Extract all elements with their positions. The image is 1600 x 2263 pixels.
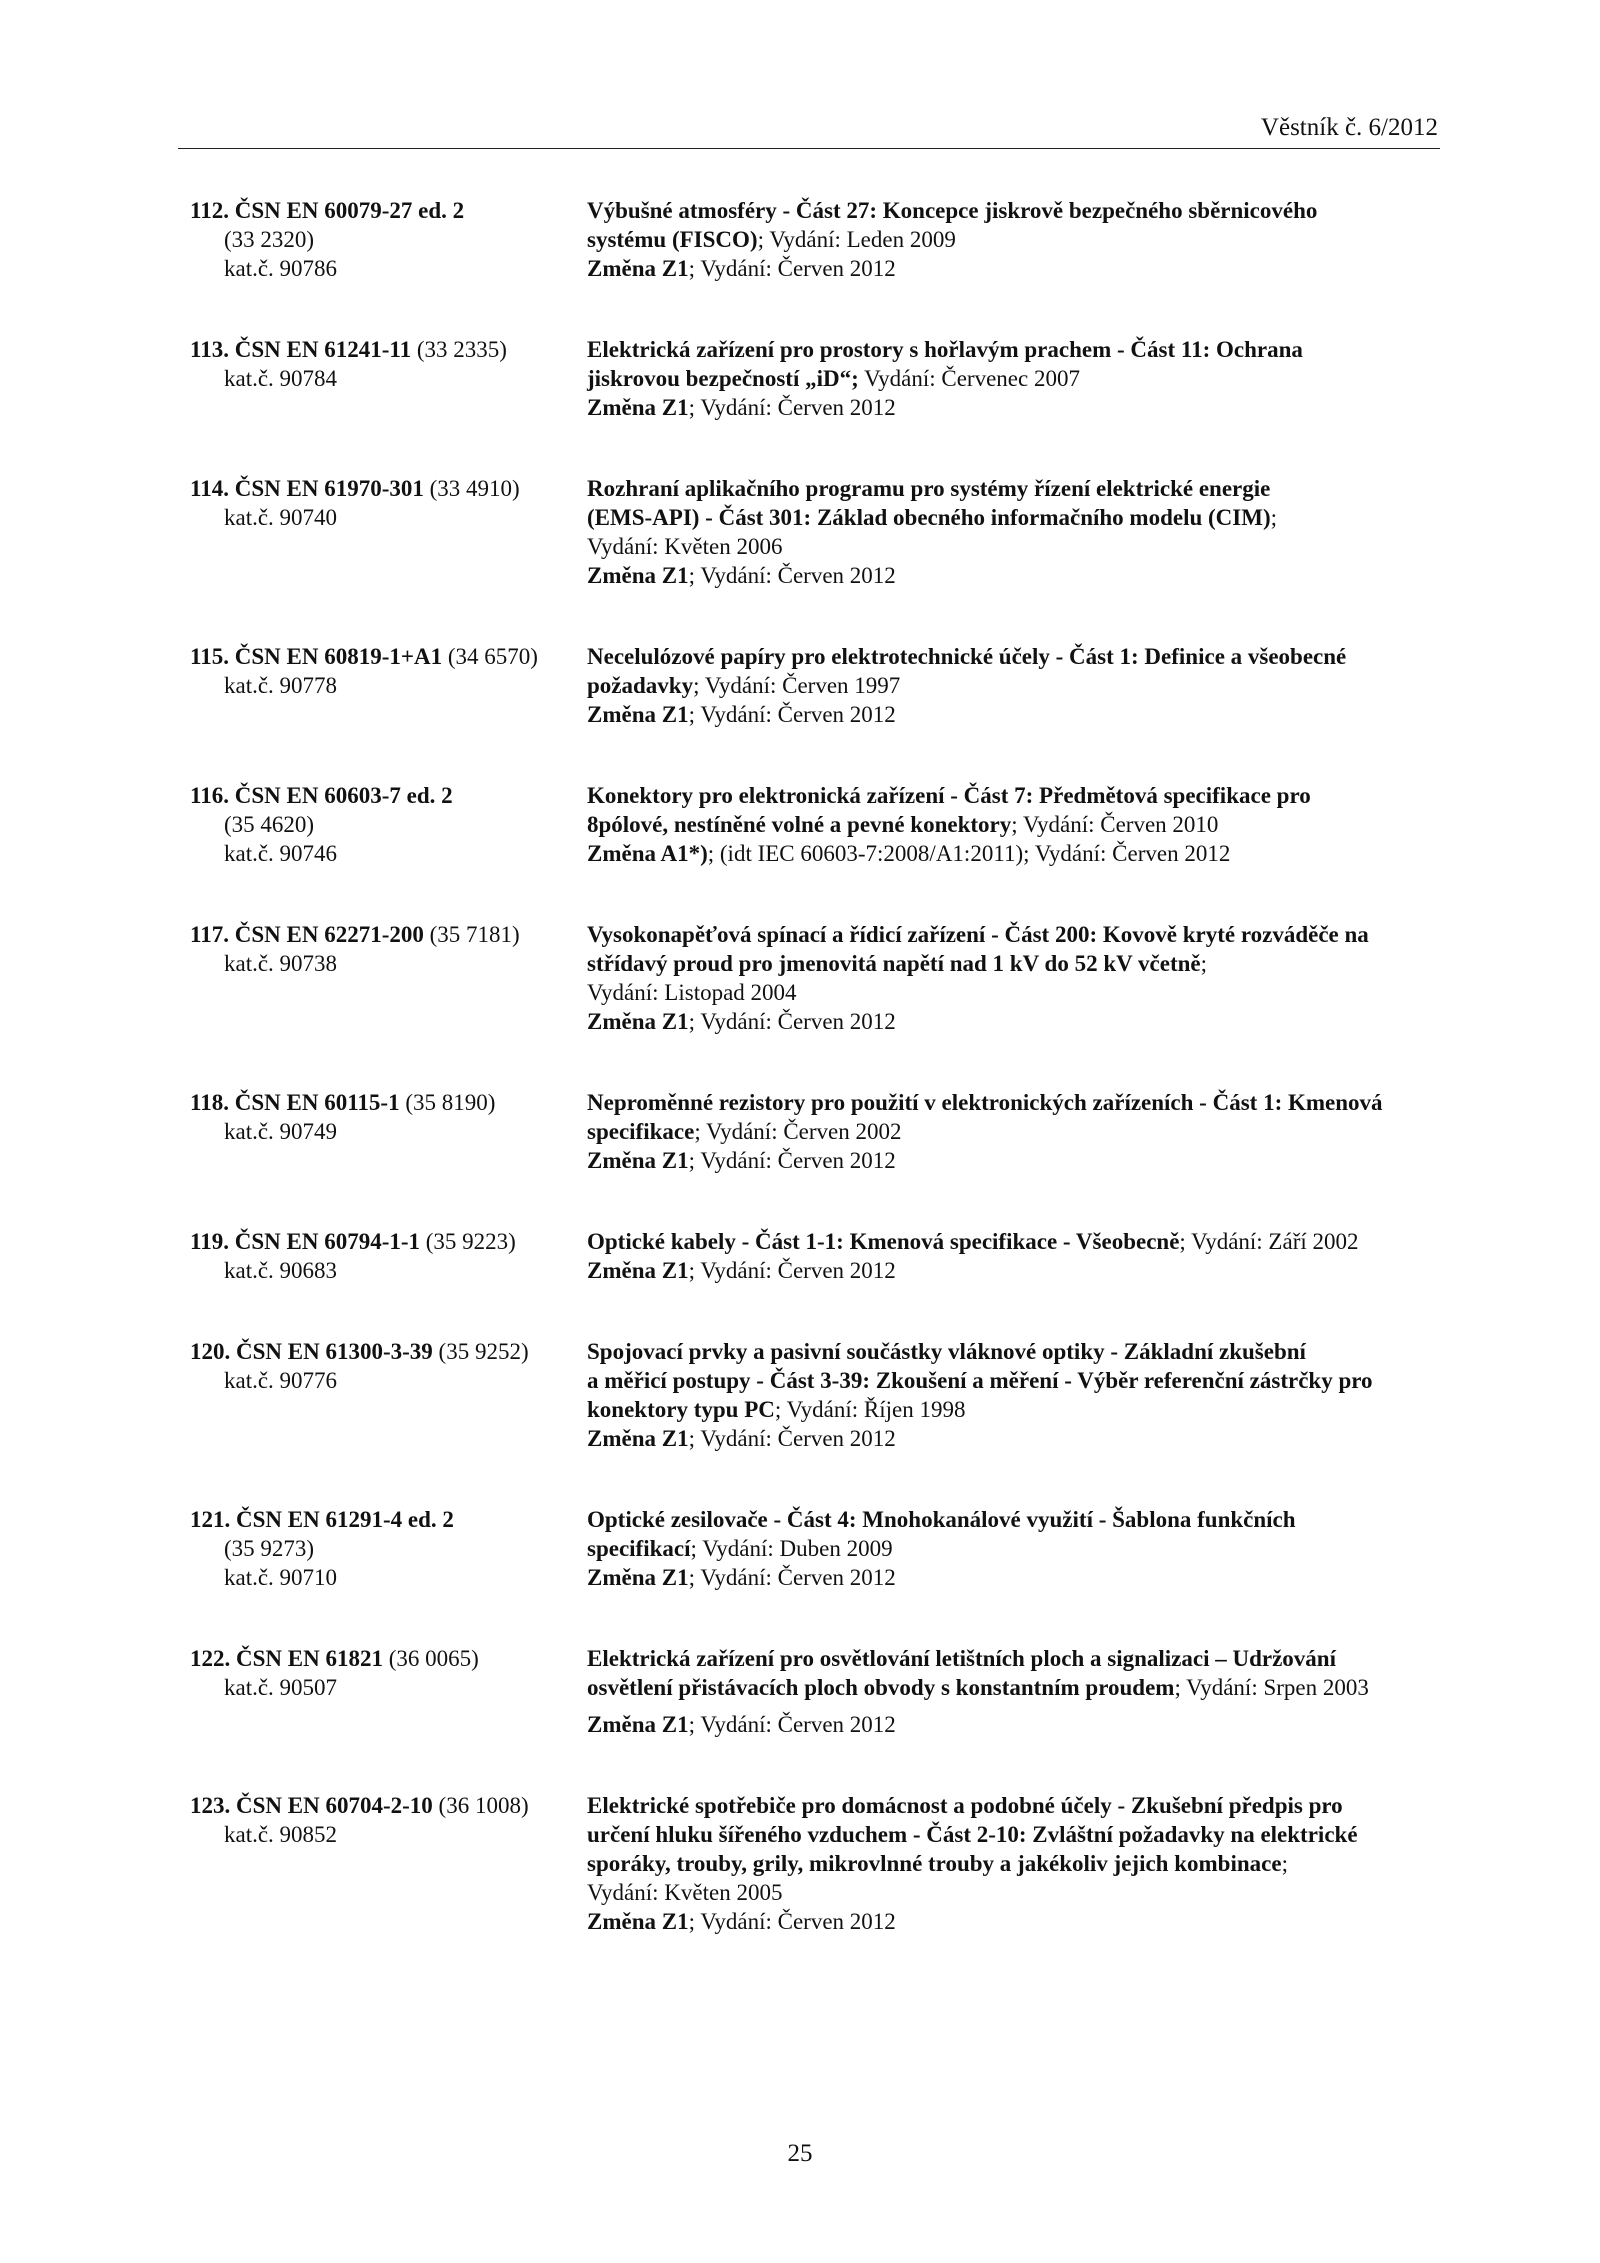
standard-entry bbox=[190, 920, 1440, 1036]
catalog-number: kat.č. 90683 bbox=[224, 1258, 338, 1283]
standard-code: ČSN EN 61821 bbox=[236, 1646, 383, 1671]
standard-description bbox=[587, 1088, 1440, 1175]
standard-entry bbox=[190, 1227, 1440, 1285]
description-line bbox=[587, 561, 1440, 590]
entry-number: 119. bbox=[190, 1229, 229, 1254]
bold-text: Neproměnné rezistory pro použití v elektronických zařízeních - Část 1: Kmenová bbox=[587, 1090, 1383, 1115]
description-line bbox=[587, 1849, 1440, 1878]
catalog-number: kat.č. 90746 bbox=[224, 841, 338, 866]
plain-text: ; (idt IEC 60603-7:2008/A1:2011); Vydání: Červen 2012 bbox=[707, 841, 1231, 866]
bold-text: požadavky bbox=[587, 673, 694, 698]
bold-text: Změna Z1 bbox=[587, 256, 689, 281]
standard-identifier bbox=[190, 1791, 587, 1936]
bold-text: Změna A1*) bbox=[587, 841, 708, 866]
description-line bbox=[587, 1505, 1440, 1534]
bold-text: Změna Z1 bbox=[587, 1009, 689, 1034]
plain-text: Vydání: Listopad 2004 bbox=[587, 980, 797, 1005]
standard-entry bbox=[190, 1505, 1440, 1592]
plain-text: ; Vydání: Září 2002 bbox=[1179, 1229, 1359, 1254]
description-line bbox=[587, 1117, 1440, 1146]
standard-code: ČSN EN 60794-1-1 bbox=[234, 1229, 421, 1254]
plain-text: ; bbox=[1270, 505, 1277, 530]
entry-number: 113. bbox=[190, 337, 229, 362]
standard-identifier bbox=[190, 196, 587, 283]
entry-number: 115. bbox=[190, 644, 229, 669]
standard-code: ČSN EN 61300-3-39 bbox=[236, 1339, 433, 1364]
bold-text: Konektory pro elektronická zařízení - Část 7: Předmětová specifikace pro bbox=[587, 783, 1311, 808]
description-line bbox=[587, 474, 1440, 503]
plain-text: ; Vydání: Leden 2009 bbox=[757, 227, 956, 252]
description-line bbox=[587, 1820, 1440, 1849]
header-title: Věstník č. 6/2012 bbox=[1260, 114, 1438, 141]
description-line bbox=[587, 1563, 1440, 1592]
description-line bbox=[587, 949, 1440, 978]
description-line bbox=[587, 393, 1440, 422]
description-line bbox=[587, 1007, 1440, 1036]
standard-identifier bbox=[190, 1337, 587, 1453]
plain-text: ; Vydání: Červen 2012 bbox=[688, 1712, 896, 1737]
bold-text: střídavý proud pro jmenovitá napětí nad 1 kV do 52 kV včetně bbox=[587, 951, 1201, 976]
standard-description bbox=[587, 642, 1440, 729]
page-header bbox=[178, 112, 1440, 149]
standard-entry bbox=[190, 1088, 1440, 1175]
classification-number: (35 8190) bbox=[399, 1090, 496, 1115]
bold-text: konektory typu PC bbox=[587, 1397, 775, 1422]
standard-code: ČSN EN 60115-1 bbox=[234, 1090, 400, 1115]
bold-text: Elektrická zařízení pro osvětlování letištních ploch a signalizaci – Udržování bbox=[587, 1646, 1336, 1671]
plain-text: ; Vydání: Červen 2012 bbox=[688, 563, 896, 588]
plain-text: ; Vydání: Duben 2009 bbox=[690, 1536, 893, 1561]
catalog-number: kat.č. 90776 bbox=[224, 1368, 338, 1393]
entry-number: 123. bbox=[190, 1793, 231, 1818]
standard-description bbox=[587, 1505, 1440, 1592]
description-line bbox=[587, 671, 1440, 700]
classification-number: (36 1008) bbox=[432, 1793, 529, 1818]
plain-text: ; Vydání: Červen 2012 bbox=[688, 1565, 896, 1590]
bold-text: (EMS-API) - Část 301: Základ obecného informačního modelu (CIM) bbox=[587, 505, 1271, 530]
description-line bbox=[587, 1256, 1440, 1285]
bold-text: systému (FISCO) bbox=[587, 227, 758, 252]
bold-text: Necelulózové papíry pro elektrotechnické účely - Část 1: Definice a všeobecné bbox=[587, 644, 1347, 669]
standard-description bbox=[587, 1337, 1440, 1453]
standard-code: ČSN EN 60603-7 ed. 2 bbox=[234, 783, 453, 808]
standard-entry bbox=[190, 642, 1440, 729]
plain-text: ; bbox=[1200, 951, 1208, 976]
entry-number: 118. bbox=[190, 1090, 229, 1115]
description-line bbox=[587, 532, 1440, 561]
plain-text: ; Vydání: Červen 2010 bbox=[1011, 812, 1219, 837]
description-line bbox=[587, 364, 1440, 393]
entry-number: 116. bbox=[190, 783, 229, 808]
standards-list bbox=[190, 196, 1440, 1988]
standard-identifier bbox=[190, 1505, 587, 1592]
standard-code: ČSN EN 60819-1+A1 bbox=[234, 644, 443, 669]
plain-text: ; Vydání: Červen 2012 bbox=[688, 1426, 896, 1451]
description-line bbox=[587, 1673, 1440, 1702]
plain-text: ; Vydání: Červen 2012 bbox=[688, 1148, 896, 1173]
description-line bbox=[587, 642, 1440, 671]
standard-entry bbox=[190, 781, 1440, 868]
bold-text: Změna Z1 bbox=[587, 1148, 689, 1173]
bold-text: Změna Z1 bbox=[587, 1258, 689, 1283]
description-line bbox=[587, 781, 1440, 810]
entry-number: 121. bbox=[190, 1507, 231, 1532]
plain-text: ; Vydání: Červen 1997 bbox=[693, 673, 901, 698]
bold-text: Optické kabely - Část 1-1: Kmenová specifikace - Všeobecně bbox=[587, 1229, 1180, 1254]
plain-text: ; Vydání: Srpen 2003 bbox=[1174, 1675, 1369, 1700]
plain-text: ; Vydání: Červen 2002 bbox=[694, 1119, 902, 1144]
standard-identifier bbox=[190, 335, 587, 422]
bold-text: specifikací bbox=[587, 1536, 691, 1561]
bold-text: a měřicí postupy - Část 3-39: Zkoušení a měření - Výběr referenční zástrčky pro bbox=[587, 1368, 1373, 1393]
standard-entry bbox=[190, 335, 1440, 422]
description-line bbox=[587, 839, 1440, 868]
entry-number: 122. bbox=[190, 1646, 231, 1671]
bold-text: Vysokonapěťová spínací a řídicí zařízení - Část 200: Kovově kryté rozváděče na bbox=[587, 922, 1369, 947]
plain-text: ; Vydání: Červen 2012 bbox=[688, 256, 896, 281]
bold-text: Změna Z1 bbox=[587, 1426, 689, 1451]
entry-number: 117. bbox=[190, 922, 229, 947]
description-line bbox=[587, 810, 1440, 839]
description-line bbox=[587, 1424, 1440, 1453]
standard-description bbox=[587, 1227, 1440, 1285]
classification-number: (33 2335) bbox=[411, 337, 507, 362]
standard-description bbox=[587, 335, 1440, 422]
description-line bbox=[587, 1644, 1440, 1673]
bold-text: 8pólové, nestíněné volné a pevné konektory bbox=[587, 812, 1012, 837]
description-line bbox=[587, 503, 1440, 532]
bold-text: Výbušné atmosféry - Část 27: Koncepce jiskrově bezpečného sběrnicového bbox=[587, 198, 1318, 223]
bold-text: specifikace bbox=[587, 1119, 695, 1144]
standard-identifier bbox=[190, 1227, 587, 1285]
catalog-number: kat.č. 90710 bbox=[224, 1565, 338, 1590]
description-line bbox=[587, 920, 1440, 949]
standard-description bbox=[587, 920, 1440, 1036]
standard-identifier bbox=[190, 474, 587, 590]
bold-text: Spojovací prvky a pasivní součástky vláknové optiky - Základní zkušební bbox=[587, 1339, 1306, 1364]
standard-identifier bbox=[190, 920, 587, 1036]
classification-number: (34 6570) bbox=[442, 644, 538, 669]
bold-text: Změna Z1 bbox=[587, 1909, 689, 1934]
standard-identifier bbox=[190, 642, 587, 729]
description-line bbox=[587, 978, 1440, 1007]
standard-code: ČSN EN 62271-200 bbox=[234, 922, 424, 947]
standard-description bbox=[587, 781, 1440, 868]
plain-text: Vydání: Červenec 2007 bbox=[858, 366, 1080, 391]
plain-text: ; Vydání: Říjen 1998 bbox=[774, 1397, 966, 1422]
standard-code: ČSN EN 60704-2-10 bbox=[236, 1793, 433, 1818]
bold-text: Změna Z1 bbox=[587, 1712, 689, 1737]
description-line bbox=[587, 1878, 1440, 1907]
plain-text: ; Vydání: Červen 2012 bbox=[688, 1258, 896, 1283]
bold-text: Rozhraní aplikačního programu pro systémy řízení elektrické energie bbox=[587, 476, 1271, 501]
standard-identifier bbox=[190, 1644, 587, 1739]
description-line bbox=[587, 1366, 1440, 1395]
description-line bbox=[587, 1337, 1440, 1366]
classification-number: (35 4620) bbox=[224, 812, 315, 837]
classification-number: (36 0065) bbox=[382, 1646, 479, 1671]
standard-identifier bbox=[190, 1088, 587, 1175]
standard-description bbox=[587, 1791, 1440, 1936]
description-line bbox=[587, 1534, 1440, 1563]
description-line bbox=[587, 254, 1440, 283]
bold-text: Změna Z1 bbox=[587, 395, 689, 420]
entry-number: 114. bbox=[190, 476, 229, 501]
plain-text: ; Vydání: Červen 2012 bbox=[688, 1909, 896, 1934]
plain-text: ; Vydání: Červen 2012 bbox=[688, 1009, 896, 1034]
description-line bbox=[587, 1146, 1440, 1175]
description-line bbox=[587, 1088, 1440, 1117]
classification-number: (35 9273) bbox=[224, 1536, 315, 1561]
entry-number: 120. bbox=[190, 1339, 231, 1364]
catalog-number: kat.č. 90786 bbox=[224, 256, 338, 281]
standard-code: ČSN EN 60079-27 ed. 2 bbox=[234, 198, 465, 223]
bold-text: osvětlení přistávacích ploch obvody s konstantním proudem bbox=[587, 1675, 1175, 1700]
standard-entry bbox=[190, 1791, 1440, 1936]
standard-code: ČSN EN 61241-11 bbox=[234, 337, 412, 362]
classification-number: (35 9223) bbox=[420, 1229, 516, 1254]
page-number: 25 bbox=[787, 2140, 813, 2167]
description-line bbox=[587, 1227, 1440, 1256]
description-line bbox=[587, 1395, 1440, 1424]
bold-text: Změna Z1 bbox=[587, 1565, 689, 1590]
bold-text: určení hluku šířeného vzduchem - Část 2-10: Zvláštní požadavky na elektrické bbox=[587, 1822, 1358, 1847]
plain-text: ; Vydání: Červen 2012 bbox=[688, 702, 896, 727]
standard-entry bbox=[190, 1337, 1440, 1453]
bold-text: Změna Z1 bbox=[587, 563, 689, 588]
description-line bbox=[587, 1710, 1440, 1739]
standard-description bbox=[587, 196, 1440, 283]
classification-number: (33 2320) bbox=[224, 227, 315, 252]
standard-entry bbox=[190, 474, 1440, 590]
classification-number: (35 7181) bbox=[423, 922, 520, 947]
catalog-number: kat.č. 90749 bbox=[224, 1119, 338, 1144]
catalog-number: kat.č. 90778 bbox=[224, 673, 338, 698]
standard-entry bbox=[190, 1644, 1440, 1739]
classification-number: (33 4910) bbox=[423, 476, 520, 501]
plain-text: Vydání: Květen 2005 bbox=[587, 1880, 783, 1905]
bold-text: Změna Z1 bbox=[587, 702, 689, 727]
bold-text: Elektrická zařízení pro prostory s hořlavým prachem - Část 11: Ochrana bbox=[587, 337, 1303, 362]
catalog-number: kat.č. 90738 bbox=[224, 951, 338, 976]
catalog-number: kat.č. 90507 bbox=[224, 1675, 338, 1700]
standard-description bbox=[587, 1644, 1440, 1739]
catalog-number: kat.č. 90852 bbox=[224, 1822, 338, 1847]
standard-description bbox=[587, 474, 1440, 590]
catalog-number: kat.č. 90740 bbox=[224, 505, 338, 530]
bold-text: jiskrovou bezpečností „iD“; bbox=[587, 366, 859, 391]
standard-code: ČSN EN 61291-4 ed. 2 bbox=[236, 1507, 454, 1532]
description-line bbox=[587, 700, 1440, 729]
description-line bbox=[587, 196, 1440, 225]
standard-identifier bbox=[190, 781, 587, 868]
classification-number: (35 9252) bbox=[432, 1339, 529, 1364]
plain-text: Vydání: Květen 2006 bbox=[587, 534, 783, 559]
catalog-number: kat.č. 90784 bbox=[224, 366, 338, 391]
description-line bbox=[587, 1791, 1440, 1820]
bold-text: Elektrické spotřebiče pro domácnost a podobné účely - Zkušební předpis pro bbox=[587, 1793, 1343, 1818]
description-line bbox=[587, 225, 1440, 254]
bold-text: Optické zesilovače - Část 4: Mnohokanálové využití - Šablona funkčních bbox=[587, 1507, 1296, 1532]
entry-number: 112. bbox=[190, 198, 229, 223]
plain-text: ; Vydání: Červen 2012 bbox=[688, 395, 896, 420]
bold-text: sporáky, trouby, grily, mikrovlnné trouby a jakékoliv jejich kombinace bbox=[587, 1851, 1282, 1876]
plain-text: ; bbox=[1281, 1851, 1288, 1876]
description-line bbox=[587, 1907, 1440, 1936]
standard-code: ČSN EN 61970-301 bbox=[234, 476, 424, 501]
description-line bbox=[587, 335, 1440, 364]
standard-entry bbox=[190, 196, 1440, 283]
